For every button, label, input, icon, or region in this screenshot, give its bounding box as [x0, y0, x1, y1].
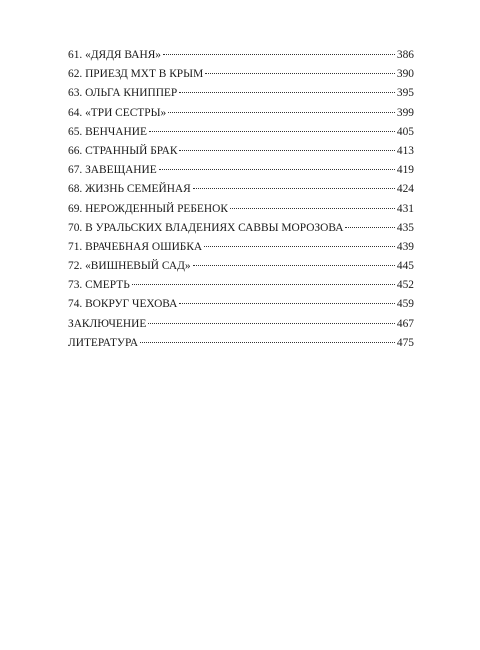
toc-entry-page: 467: [396, 317, 414, 330]
dot-leader: [140, 342, 395, 343]
toc-entry: [68, 238, 414, 257]
toc-entry-title: 74. ВОКРУГ ЧЕХОВА: [68, 298, 178, 311]
toc-entry-page: 419: [396, 164, 414, 177]
toc-entry-page: 390: [396, 68, 414, 81]
toc-entry-page: 435: [396, 221, 414, 234]
dot-leader: [230, 208, 395, 209]
dot-leader: [179, 303, 395, 304]
toc-entry-title: 65. ВЕНЧАНИЕ: [68, 125, 147, 138]
toc-entry-page: 439: [396, 240, 414, 253]
dot-leader: [168, 112, 395, 113]
dot-leader: [149, 131, 395, 132]
dot-leader: [204, 246, 395, 247]
dot-leader: [159, 169, 395, 170]
toc-entry-title: ЛИТЕРАТУРА: [68, 336, 139, 349]
dot-leader: [193, 188, 395, 189]
toc-entry: [68, 295, 414, 314]
toc-entry: [68, 142, 414, 161]
dot-leader: [205, 73, 395, 74]
toc-entry-title: 63. ОЛЬГА КНИППЕР: [68, 87, 178, 100]
toc-entry-title: 64. «ТРИ СЕСТРЫ»: [68, 106, 167, 119]
toc-entry-page: 399: [396, 106, 414, 119]
toc-entry-page: 475: [396, 336, 414, 349]
toc-entry-page: 424: [396, 183, 414, 196]
toc-entry-page: 431: [396, 202, 414, 215]
dot-leader: [163, 54, 395, 55]
dot-leader: [345, 227, 394, 228]
toc-entry-page: 405: [396, 125, 414, 138]
toc-entry: [68, 200, 414, 219]
toc-entry-title: 72. «ВИШНЕВЫЙ САД»: [68, 260, 191, 273]
toc-entry-page: 395: [396, 87, 414, 100]
dot-leader: [179, 92, 395, 93]
toc-entry-page: 459: [396, 298, 414, 311]
toc-entry: [68, 123, 414, 142]
toc-entry: [68, 161, 414, 180]
toc-entry-title: 62. ПРИЕЗД МХТ В КРЫМ: [68, 68, 204, 81]
toc-entry: [68, 315, 414, 334]
toc-entry-title: 70. В УРАЛЬСКИХ ВЛАДЕНИЯХ САВВЫ МОРОЗОВА: [68, 221, 344, 234]
toc-entry-title: 71. ВРАЧЕБНАЯ ОШИБКА: [68, 240, 203, 253]
toc-entry: [68, 257, 414, 276]
toc-entry-title: ЗАКЛЮЧЕНИЕ: [68, 317, 147, 330]
dot-leader: [179, 150, 394, 151]
toc-entry-page: 452: [396, 279, 414, 292]
toc-entry-page: 386: [396, 49, 414, 61]
toc-entry-title: 61. «ДЯДЯ ВАНЯ»: [68, 49, 161, 61]
toc-entry: [68, 46, 414, 65]
toc-entry: [68, 104, 414, 123]
dot-leader: [193, 265, 395, 266]
toc-entry-title: 73. СМЕРТЬ: [68, 279, 130, 292]
toc-entry-title: 67. ЗАВЕЩАНИЕ: [68, 164, 157, 177]
dot-leader: [148, 323, 395, 324]
toc-entry-title: 68. ЖИЗНЬ СЕМЕЙНАЯ: [68, 183, 191, 196]
toc-entry-title: 66. СТРАННЫЙ БРАК: [68, 144, 178, 157]
toc-entry: [68, 334, 414, 353]
toc-entry: [68, 84, 414, 103]
toc-entry: [68, 180, 414, 199]
toc-entry-page: 413: [396, 144, 414, 157]
toc-entry: [68, 65, 414, 84]
toc-entry: [68, 219, 414, 238]
toc-entry: [68, 276, 414, 295]
table-of-contents: [68, 46, 414, 353]
toc-entry-title: 69. НЕРОЖДЕННЫЙ РЕБЕНОК: [68, 202, 228, 215]
toc-entry-page: 445: [396, 260, 414, 273]
dot-leader: [132, 284, 395, 285]
